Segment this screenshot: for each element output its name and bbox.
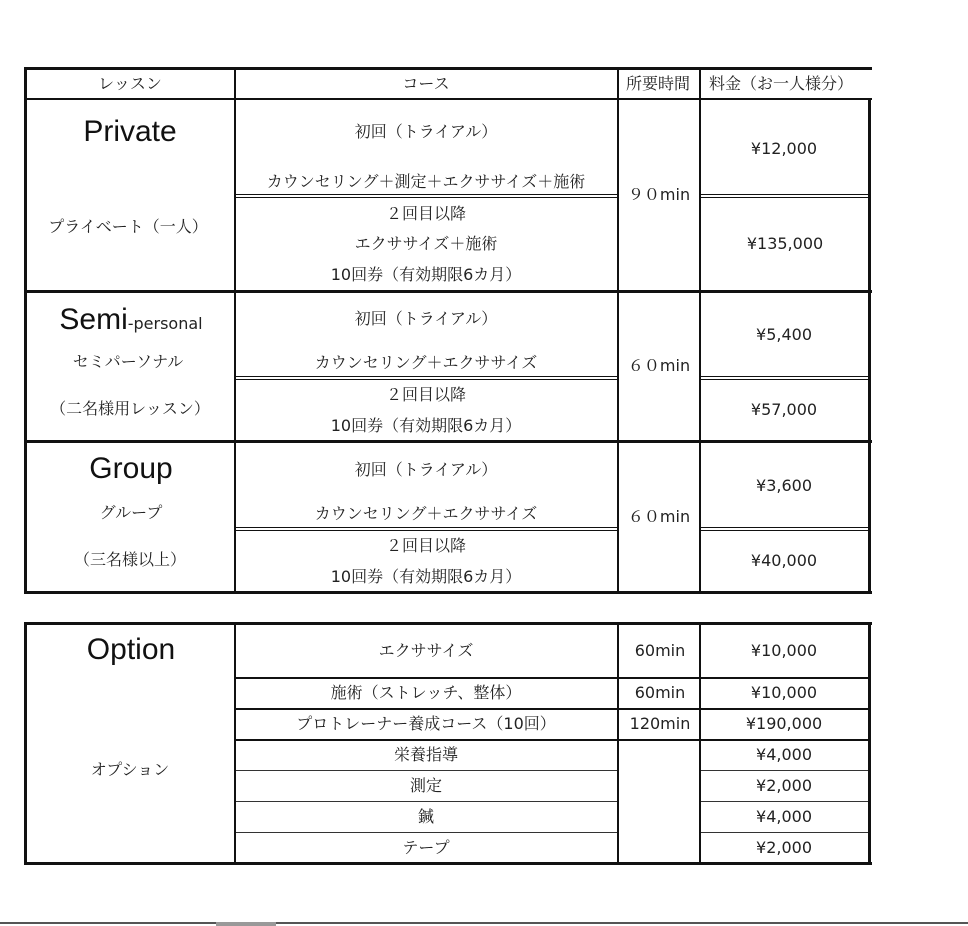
semi-subtitle: セミパーソナル <box>72 352 184 371</box>
private-title: Private <box>83 115 177 148</box>
option-price-4: ¥2,000 <box>756 776 812 795</box>
option-price-0: ¥10,000 <box>750 641 818 660</box>
group-course-split <box>236 527 617 531</box>
option-duration-1: 60min <box>634 683 686 702</box>
option-course-4: 測定 <box>409 776 443 795</box>
semi-section-rule <box>24 440 872 443</box>
private-duration: ９０min <box>627 185 691 204</box>
semi-repeat-title: ２回目以降 <box>385 385 467 404</box>
private-trial-price: ¥12,000 <box>750 139 818 158</box>
option-row-rule-3 <box>236 739 868 741</box>
semi-ticket-price: ¥57,000 <box>750 400 818 419</box>
option-price-5: ¥4,000 <box>756 807 812 826</box>
semi-trial-detail: カウンセリング＋エクササイズ <box>314 353 538 372</box>
col-divider-course <box>234 67 236 593</box>
option-duration-2: 120min <box>629 714 691 733</box>
option-row-rule-5b <box>701 801 868 802</box>
option-border-top <box>24 622 872 625</box>
table-border-right <box>868 98 871 594</box>
table-border-top <box>24 67 872 70</box>
option-price-6: ¥2,000 <box>756 838 812 857</box>
option-col-divider-price <box>699 622 701 865</box>
option-title: Option <box>86 633 176 666</box>
header-price: 料金（お一人様分） <box>708 74 854 93</box>
private-subtitle: プライベート（一人） <box>48 217 208 236</box>
private-trial-title: 初回（トライアル） <box>354 122 498 141</box>
option-row-rule-6b <box>701 832 868 833</box>
semi-course-split <box>236 376 617 380</box>
option-col-divider-course <box>234 622 236 865</box>
group-subtitle: グループ <box>99 503 163 522</box>
option-duration-0: 60min <box>634 641 686 660</box>
semi-trial-price: ¥5,400 <box>756 325 812 344</box>
private-repeat-detail: エクササイズ＋施術 <box>354 234 498 253</box>
header-lesson: レッスン <box>98 74 162 93</box>
private-ticket: 10回券（有効期限6カ月） <box>330 265 522 284</box>
option-price-1: ¥10,000 <box>750 683 818 702</box>
option-border-left <box>24 622 27 865</box>
option-course-1: 施術（ストレッチ、整体） <box>330 683 522 702</box>
private-ticket-price: ¥135,000 <box>746 234 824 253</box>
option-row-rule-1 <box>236 677 868 679</box>
group-ticket: 10回券（有効期限6カ月） <box>330 567 522 586</box>
option-course-5: 鍼 <box>417 807 435 826</box>
option-subtitle: オプション <box>90 760 170 779</box>
semi-title-main: Semi <box>59 303 128 336</box>
header-rule <box>24 98 872 100</box>
group-trial-price: ¥3,600 <box>756 476 812 495</box>
private-section-rule <box>24 290 872 293</box>
option-border-right <box>868 622 871 865</box>
option-course-0: エクササイズ <box>378 641 474 660</box>
option-price-3: ¥4,000 <box>756 745 812 764</box>
option-col-divider-duration <box>617 622 619 865</box>
semi-price-split <box>701 376 868 380</box>
group-trial-detail: カウンセリング＋エクササイズ <box>314 504 538 523</box>
option-row-rule-2 <box>236 708 868 710</box>
page-bottom-rule <box>0 922 968 924</box>
semi-title-suffix: -personal <box>127 314 203 333</box>
option-row-rule-5a <box>236 801 617 802</box>
group-price-split <box>701 527 868 531</box>
page-bottom-shade <box>216 922 276 926</box>
semi-note: （二名様用レッスン） <box>50 399 210 418</box>
option-course-3: 栄養指導 <box>393 745 459 764</box>
option-row-rule-4b <box>701 770 868 771</box>
group-trial-title: 初回（トライアル） <box>354 460 498 479</box>
group-note: （三名様以上） <box>73 550 187 569</box>
private-repeat-title: ２回目以降 <box>385 204 467 223</box>
private-price-split <box>701 194 868 198</box>
group-ticket-price: ¥40,000 <box>750 551 818 570</box>
col-divider-duration <box>617 67 619 593</box>
header-course: コース <box>402 74 450 93</box>
option-course-6: テープ <box>402 838 450 857</box>
header-duration: 所要時間 <box>625 74 691 93</box>
option-price-2: ¥190,000 <box>745 714 823 733</box>
table-border-bottom <box>24 591 872 594</box>
group-duration: ６０min <box>627 507 691 526</box>
private-course-split <box>236 194 617 198</box>
option-course-2: プロトレーナー養成コース（10回） <box>296 714 556 733</box>
private-trial-detail: カウンセリング＋測定＋エクササイズ＋施術 <box>266 172 586 191</box>
option-row-rule-4a <box>236 770 617 771</box>
option-border-bottom <box>24 862 872 865</box>
col-divider-price <box>699 67 701 593</box>
option-row-rule-6a <box>236 832 617 833</box>
group-title: Group <box>89 452 173 485</box>
semi-duration: ６０min <box>627 356 691 375</box>
semi-ticket: 10回券（有効期限6カ月） <box>330 416 522 435</box>
table-border-left <box>24 67 27 594</box>
semi-title <box>59 302 202 338</box>
group-repeat-title: ２回目以降 <box>385 536 467 555</box>
semi-trial-title: 初回（トライアル） <box>354 309 498 328</box>
